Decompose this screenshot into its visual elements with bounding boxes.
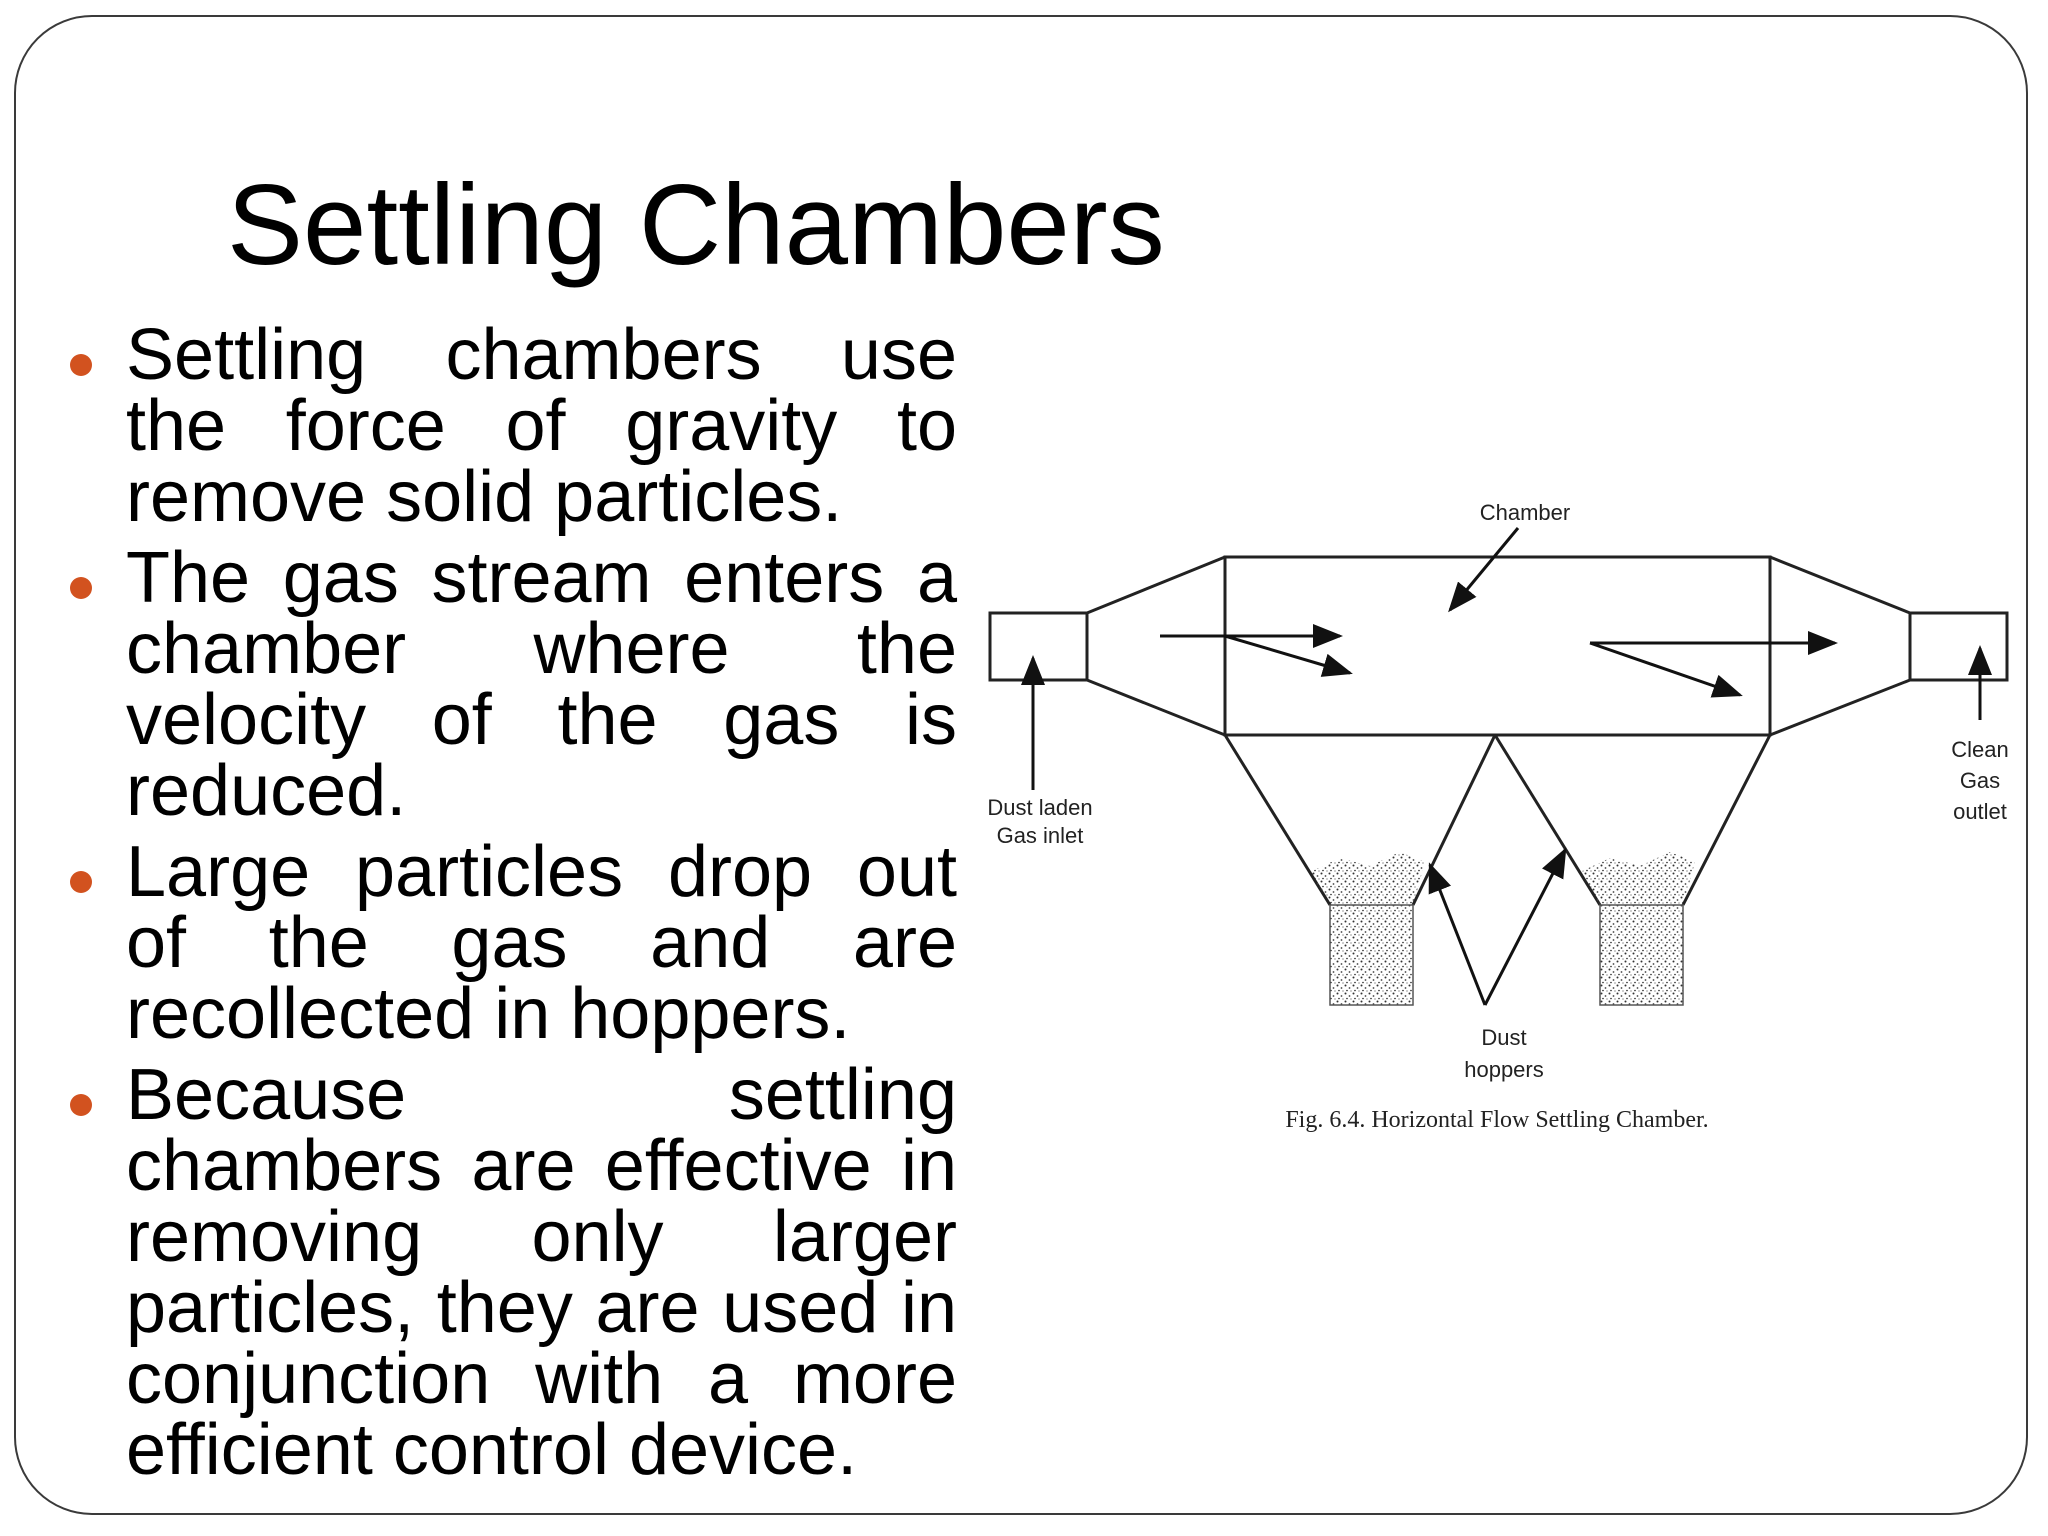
- inlet-label-line2: Gas inlet: [996, 823, 1084, 848]
- bullet-dot-icon: [70, 354, 92, 376]
- outlet-duct: [1910, 613, 2007, 680]
- flow-arrows: [1033, 528, 1980, 1005]
- inlet-label-line1: Dust laden: [987, 795, 1093, 820]
- hoppers-label-line2: hoppers: [1464, 1057, 1544, 1082]
- main-chamber: [1225, 557, 1770, 735]
- bullet-item: [62, 538, 957, 831]
- diagram-svg: [985, 495, 2025, 1155]
- bullet-text: The gas stream enters a chamber where the velocity of the gas is reduced.: [126, 538, 957, 831]
- outlet-label-line2: Gas: [1959, 768, 2001, 793]
- outlet-label-line1: Clean: [1951, 737, 2009, 762]
- bullet-text: Settling chambers use the force of gravity to remove solid particles.: [126, 315, 957, 537]
- inlet-duct: [990, 613, 1087, 680]
- chamber-label: Chamber: [1479, 500, 1571, 525]
- hoppers-label-line1: Dust: [1481, 1025, 1527, 1050]
- bullet-dot-icon: [70, 1094, 92, 1116]
- bullet-list: [62, 315, 957, 1496]
- bullet-text: Because settling chambers are effective in removing only larger particles, they are used in conjunction with a more efficient control device.: [126, 1055, 957, 1490]
- slide-title: Settling Chambers: [227, 162, 1165, 289]
- dust-deposits: [1310, 852, 1695, 1005]
- bullet-dot-icon: [70, 871, 92, 893]
- diagram-labels: [987, 500, 2008, 1133]
- bullet-item: [62, 315, 957, 537]
- figure-caption: Fig. 6.4. Horizontal Flow Settling Chamber.: [1285, 1107, 1709, 1133]
- bullet-item: [62, 832, 957, 1054]
- bullet-dot-icon: [70, 577, 92, 599]
- outlet-label-line3: outlet: [1953, 799, 2007, 824]
- settling-chamber-diagram: [985, 495, 2025, 1155]
- chamber-outline: [990, 557, 2007, 905]
- bullet-text: Large particles drop out of the gas and are recollected in hoppers.: [126, 832, 957, 1054]
- bullet-item: [62, 1055, 957, 1490]
